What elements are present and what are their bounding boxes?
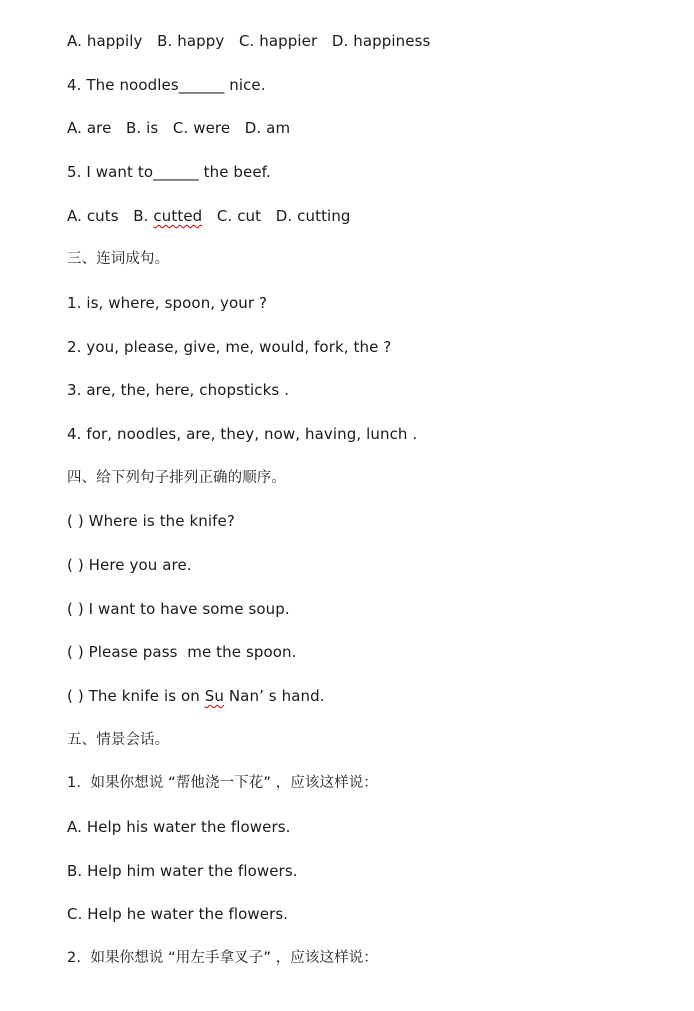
section-3-heading: 三、连词成句。: [67, 251, 170, 267]
s3-item-3: 3. are, the, here, chopsticks .: [67, 381, 290, 399]
s4-item-5-suffix: Nan’ s hand.: [223, 687, 325, 705]
spellcheck-flagged-word: cutted: [153, 207, 203, 225]
s4-item-5-prefix: ( ) The knife is on: [67, 687, 205, 705]
s5-q1-option-b: B. Help him water the flowers.: [67, 862, 298, 880]
q5-options-suffix: C. cut D. cutting: [202, 207, 351, 225]
q5-options: [67, 206, 351, 226]
s5-q1-option-a: A. Help his water the flowers.: [67, 818, 291, 836]
s4-item-2: ( ) Here you are.: [67, 556, 192, 574]
spellcheck-flagged-word: Su: [204, 687, 224, 705]
q3-options: A. happily B. happy C. happier D. happiness: [67, 32, 431, 50]
s4-item-5: [67, 686, 325, 706]
s3-item-2: 2. you, please, give, me, would, fork, the ?: [67, 338, 392, 356]
s4-item-3: ( ) I want to have some soup.: [67, 600, 290, 618]
s4-item-4: ( ) Please pass me the spoon.: [67, 643, 297, 661]
section-4-heading: 四、给下列句子排列正确的顺序。: [67, 470, 286, 486]
q4-question: 4. The noodles______ nice.: [67, 76, 266, 94]
q4-options: A. are B. is C. were D. am: [67, 119, 291, 137]
s5-q1-prompt: 1. 如果你想说 “帮他浇一下花” ，应该这样说：: [67, 775, 378, 791]
s3-item-1: 1. is, where, spoon, your ?: [67, 294, 268, 312]
q5-options-prefix: A. cuts B.: [67, 207, 154, 225]
s4-item-1: ( ) Where is the knife?: [67, 512, 235, 530]
q5-question: 5. I want to______ the beef.: [67, 163, 271, 181]
s3-item-4: 4. for, noodles, are, they, now, having, lunch .: [67, 425, 418, 443]
section-5-heading: 五、情景会话。: [67, 732, 170, 748]
s5-q1-option-c: C. Help he water the flowers.: [67, 905, 289, 923]
s5-q2-prompt: 2. 如果你想说 “用左手拿叉子” ，应该这样说：: [67, 950, 378, 966]
